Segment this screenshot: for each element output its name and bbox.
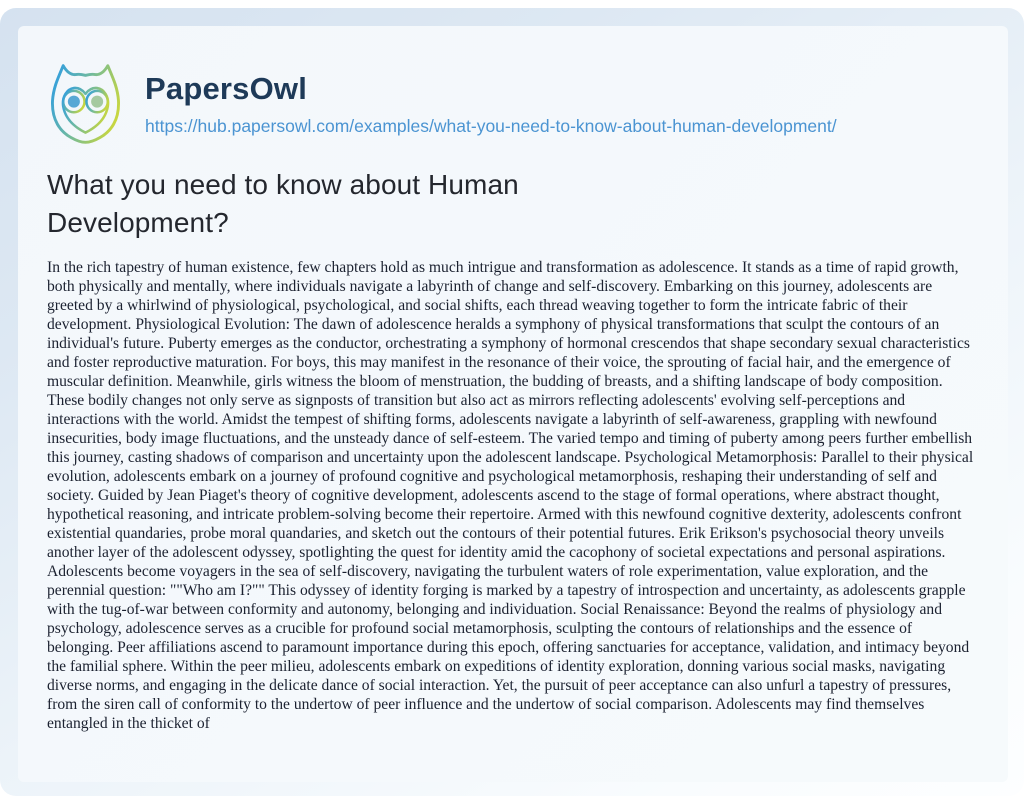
article-body-text: In the rich tapestry of human existence, few chapters hold as much intrigue and transformation as adolescence. It stands as a time of rapid growth, both physically and mentally, where individuals navigate a labyrinth of change and self-discovery. Embarking on this journey, adolescents are greeted by a whirlwind of physiological, psychological, and social shifts, each thread weaving together to form the intricate fabric of their development. Physiological Evolution: The dawn of adolescence heralds a symphony of physical transformations that sculpt the contours of an individual's future. Puberty emerges as the conductor, orchestrating a symphony of hormonal crescendos that shape secondary sexual characteristics and foster reproductive maturation. For boys, this may manifest in the resonance of their voice, the sprouting of facial hair, and the emergence of muscular definition. Meanwhile, girls witness the bloom of menstruation, the budding of breasts, and a shifting landscape of body composition. These bodily changes not only serve as signposts of transition but also act as mirrors reflecting adolescents' evolving self-perceptions and interactions with the world. Amidst the tempest of shifting forms, adolescents navigate a labyrinth of self-awareness, grappling with newfound insecurities, body image fluctuations, and the unsteady dance of self-esteem. The varied tempo and timing of puberty among peers further embellish this journey, casting shadows of comparison and uncertainty upon the adolescent landscape. Psychological Metamorphosis: Parallel to their physical evolution, adolescents embark on a journey of profound cognitive and psychological metamorphosis, reshaping their understanding of self and society. Guided by Jean Piaget's theory of cognitive development, adolescents ascend to the stage of formal operations, where abstract thought, hypothetical reasoning, and intricate problem-solving become their repertoire. Armed with this newfound cognitive dexterity, adolescents confront existential quandaries, probe moral quandaries, and sketch out the contours of their potential futures. Erik Erikson's psychosocial theory unveils another layer of the adolescent odyssey, spotlighting the quest for identity amid the cacophony of societal expectations and personal aspirations. Adolescents become voyagers in the sea of self-discovery, navigating the turbulent waters of role experimentation, value exploration, and the perennial question: ""Who am I?"" This odyssey of identity forging is marked by a tapestry of introspection and uncertainty, as adolescents grapple with the tug-of-war between conformity and autonomy, belonging and individuation. Social Renaissance: Beyond the realms of physiology and psychology, adolescence serves as a crucible for profound social metamorphosis, sculpting the contours of relationships and the essence of belonging. Peer affiliations ascend to paramount importance during this epoch, offering sanctuaries for acceptance, validation, and intimacy beyond the familial sphere. Within the peer milieu, adolescents embark on expeditions of identity exploration, donning various social masks, navigating diverse norms, and engaging in the delicate dance of social interaction. Yet, the pursuit of peer acceptance can also unfurl a tapestry of pressures, from the siren call of conformity to the undertow of peer influence and the undertow of social comparison. Adolescents may find themselves entangled in the thicket of: [47, 259, 974, 732]
brand-name: PapersOwl: [145, 71, 308, 106]
owl-logo-icon: [37, 56, 134, 153]
page-title: What you need to know about Human Development?: [47, 169, 519, 238]
site-header: [37, 56, 837, 153]
site-url-link[interactable]: https://hub.papersowl.com/examples/what-you-need-to-know-about-human-development/: [145, 116, 837, 136]
brand-block: [145, 72, 837, 137]
page-background: [0, 8, 1024, 796]
document-card: [18, 26, 1008, 782]
